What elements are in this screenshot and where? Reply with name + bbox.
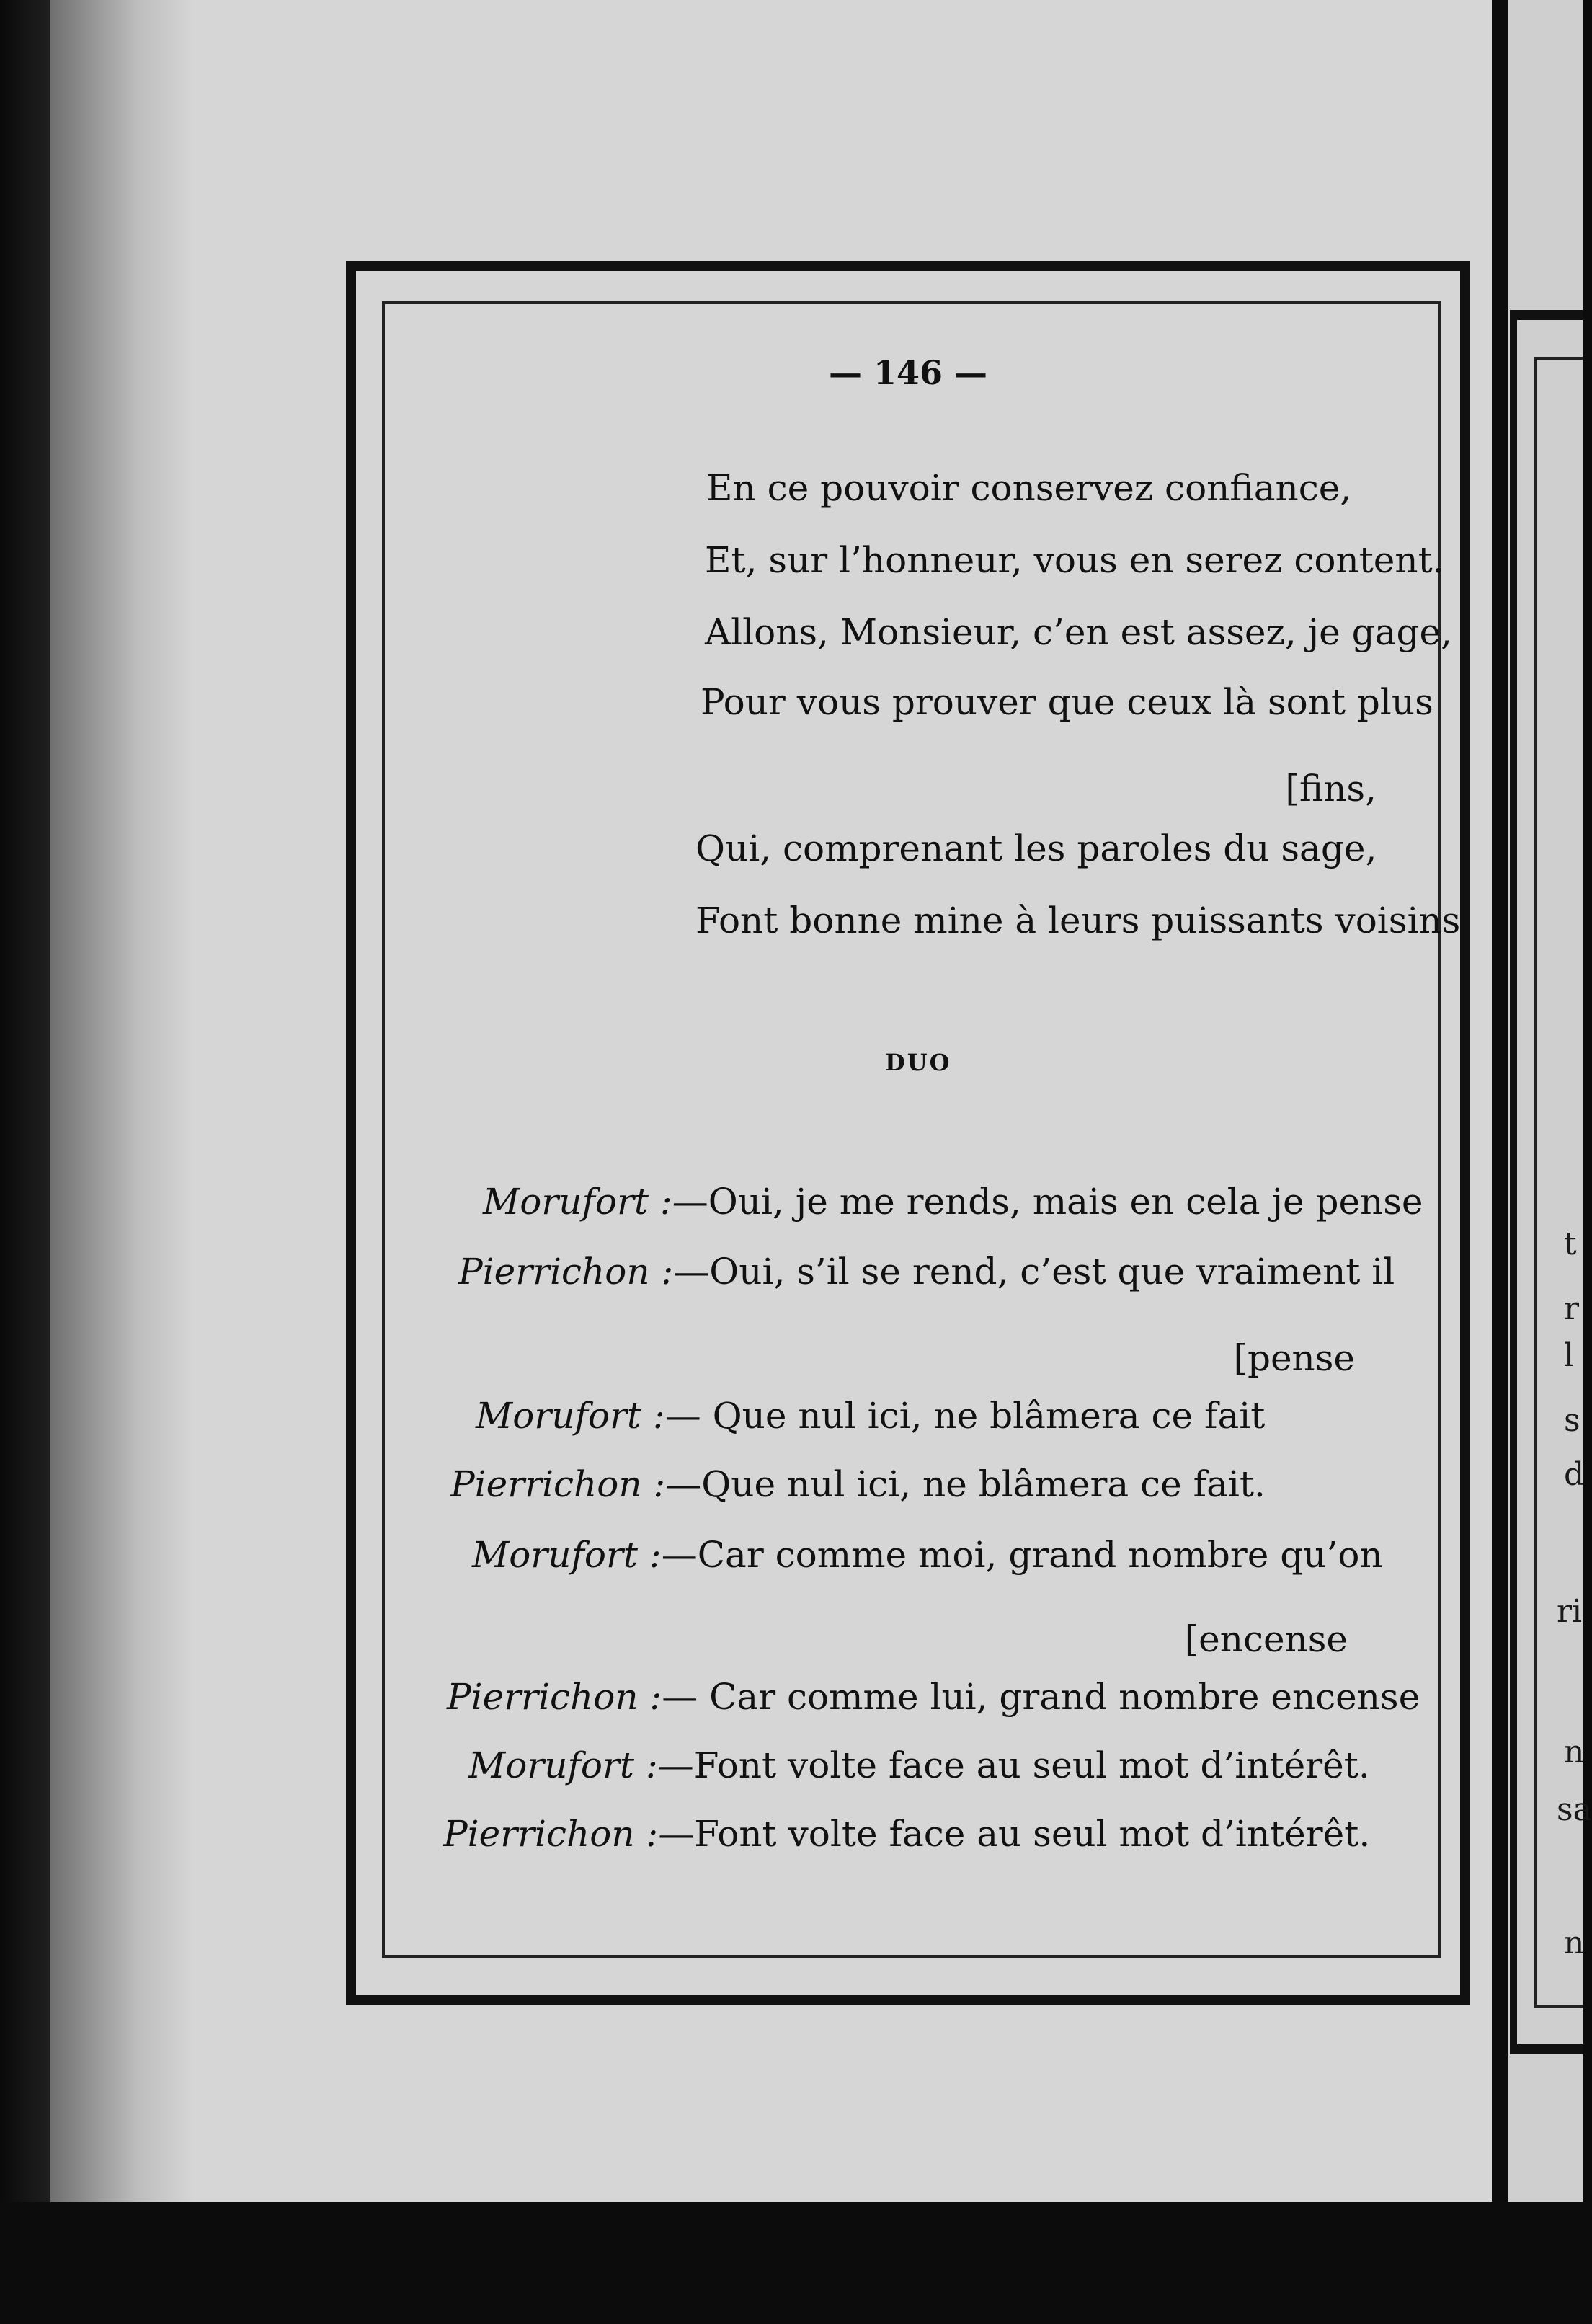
verse-line: Allons, Monsieur, c’en est assez, je gage, xyxy=(705,611,1452,653)
speaker-name: Morufort : xyxy=(483,1181,672,1223)
speaker-name: Pierrichon : xyxy=(458,1251,674,1292)
facing-fragment: sa xyxy=(1557,1791,1592,1828)
facing-fragment: r xyxy=(1564,1290,1580,1327)
page-number: — 146 — xyxy=(829,353,988,392)
dialogue-line xyxy=(483,1181,1423,1223)
speaker-name: Morufort : xyxy=(468,1744,658,1786)
verse-line: Font bonne mine à leurs puissants voisins. xyxy=(695,900,1472,941)
speaker-name: Pierrichon : xyxy=(450,1463,666,1505)
verse-line: Et, sur l’honneur, vous en serez content. xyxy=(705,539,1444,581)
dialogue-text: —Font volte face au seul mot d’intérêt. xyxy=(658,1813,1371,1855)
dialogue-line xyxy=(476,1395,1265,1437)
dialogue-line xyxy=(450,1463,1266,1505)
section-heading: DUO xyxy=(885,1049,952,1076)
facing-fragment: s xyxy=(1564,1402,1580,1439)
speaker-name: Morufort : xyxy=(472,1534,662,1576)
dialogue-text: —Oui, je me rends, mais en cela je pense xyxy=(672,1181,1423,1223)
verse-line: En ce pouvoir conservez confiance, xyxy=(706,467,1352,509)
dialogue-line xyxy=(443,1813,1370,1855)
facing-fragment: l xyxy=(1564,1337,1575,1374)
speaker-name: Pierrichon : xyxy=(443,1813,659,1855)
dialogue-text: —Que nul ici, ne blâmera ce fait. xyxy=(665,1463,1266,1505)
scan-bottom-edge xyxy=(0,2202,1583,2324)
verse-line: Pour vous prouver que ceux là sont plus xyxy=(701,681,1433,723)
speaker-name: Morufort : xyxy=(476,1395,665,1437)
facing-fragment: n xyxy=(1564,1734,1585,1770)
dialogue-line xyxy=(472,1534,1383,1576)
dialogue-line xyxy=(468,1744,1370,1786)
page-shadow xyxy=(50,0,195,2202)
dialogue-line-continuation: [encense xyxy=(1184,1618,1348,1660)
facing-fragment: d xyxy=(1564,1456,1585,1493)
facing-fragment: n xyxy=(1564,1925,1585,1961)
dialogue-text: —Car comme moi, grand nombre qu’on xyxy=(661,1534,1383,1576)
verse-line: Qui, comprenant les paroles du sage, xyxy=(695,828,1377,869)
dialogue-line xyxy=(447,1676,1420,1718)
dialogue-text: — Que nul ici, ne blâmera ce fait xyxy=(664,1395,1266,1437)
speaker-name: Pierrichon : xyxy=(447,1676,662,1718)
dialogue-text: —Font volte face au seul mot d’intérêt. xyxy=(657,1744,1370,1786)
verse-line-continuation: [fins, xyxy=(1285,768,1377,810)
facing-fragment: ri xyxy=(1557,1593,1583,1630)
dialogue-text: — Car comme lui, grand nombre encense xyxy=(662,1676,1420,1718)
dialogue-line-continuation: [pense xyxy=(1233,1337,1355,1379)
dialogue-text: —Oui, s’il se rend, c’est que vraiment il xyxy=(673,1251,1395,1292)
dialogue-line xyxy=(458,1251,1395,1292)
facing-fragment: t xyxy=(1564,1225,1577,1262)
